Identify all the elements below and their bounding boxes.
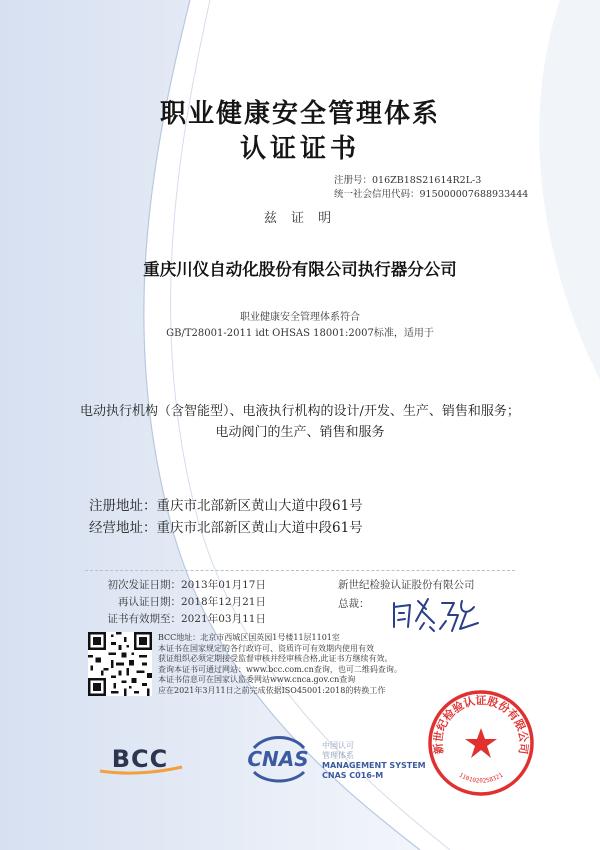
registration-number: 注册号：016ZB18S21614R2L-3 bbox=[334, 175, 482, 186]
conformity-line-2: GB/T28001-2011 idt OHSAS 18001:2007标准，适用于 bbox=[166, 328, 434, 339]
qr-code-icon bbox=[88, 632, 152, 696]
seal-text: 新世纪检验认证股份有限公司 bbox=[431, 694, 531, 755]
president-signature bbox=[388, 593, 484, 635]
cnas-logo-text: CNAS bbox=[247, 747, 309, 771]
business-address-label: 经营地址： bbox=[89, 520, 157, 536]
cnas-en-line-2: CNAS C016-M bbox=[322, 771, 384, 780]
svg-text:1101020258321 bbox=[458, 771, 505, 784]
recert-value: 2018年12月21日 bbox=[181, 596, 266, 608]
registered-address-label: 注册地址： bbox=[89, 498, 157, 514]
valid-until-value: 2021年03月11日 bbox=[181, 613, 266, 625]
note-line: 应在2021年3月11日之前完成依据ISO45001:2018的转换工作 bbox=[158, 685, 386, 695]
certificate-notes bbox=[158, 633, 402, 697]
scope-line-1: 电动执行机构（含智能型）、电液执行机构的设计/开发、生产、销售和服务； bbox=[80, 404, 520, 419]
recert-label: 再认证日期： bbox=[118, 596, 181, 608]
cnas-logo bbox=[240, 730, 316, 786]
credit-code: 统一社会信用代码：915000007688933444 bbox=[334, 189, 529, 200]
bcc-logo-text: BCC bbox=[111, 745, 169, 773]
certificate-title: 职业健康安全管理体系 bbox=[159, 99, 440, 129]
certificate-subtitle: 认证证书 bbox=[239, 134, 360, 164]
registered-address-value: 重庆市北部新区黄山大道中段61号 bbox=[156, 498, 363, 514]
business-address bbox=[89, 516, 363, 536]
company-seal bbox=[426, 688, 536, 798]
note-line: 获证组织必须定期接受监督审核并经审核合格,此证书方继续有效。 bbox=[158, 654, 393, 664]
cnas-cn-line-2: 管理体系 bbox=[322, 751, 354, 760]
business-address-value: 重庆市北部新区黄山大道中段61号 bbox=[156, 520, 363, 536]
president-label: 总裁： bbox=[338, 598, 370, 610]
cnas-cn-line-1: 中国认可 bbox=[322, 741, 354, 750]
divider bbox=[85, 570, 515, 571]
hereby-text: 兹 证 明 bbox=[263, 211, 337, 226]
recert-date bbox=[96, 594, 266, 609]
valid-until-date bbox=[96, 611, 266, 626]
company-name: 重庆川仪自动化股份有限公司执行器分公司 bbox=[143, 260, 457, 279]
valid-until-label: 证书有效期至： bbox=[107, 613, 181, 625]
first-issue-label: 初次发证日期： bbox=[107, 579, 181, 591]
note-line: 查询本证书可通过网站：www.bcc.com.cn查询，也可二维码查询。 bbox=[158, 664, 402, 674]
note-line: BCC地址：北京市西城区国英园1号楼11层1101室 bbox=[158, 633, 340, 642]
cnas-caption bbox=[322, 741, 426, 781]
conformity-line-1: 职业健康安全管理体系符合 bbox=[240, 312, 360, 323]
cnas-en-line-1: MANAGEMENT SYSTEM bbox=[322, 761, 426, 770]
registered-address bbox=[89, 494, 363, 514]
note-line: 本证书在国家规定的各行政许可、资质许可有效期内使用有效 bbox=[158, 643, 374, 653]
issuer-name: 新世纪检验认证股份有限公司 bbox=[338, 579, 475, 591]
scope-line-2: 电动阀门的生产、销售和服务 bbox=[215, 425, 385, 440]
seal-star-icon bbox=[465, 728, 497, 758]
note-line: 本证书信息可在国家认监委网站www.cnca.gov.cn查询 bbox=[158, 675, 356, 685]
seal-number: 1101020258321 bbox=[457, 771, 505, 785]
first-issue-value: 2013年01月17日 bbox=[181, 579, 266, 591]
bcc-logo bbox=[96, 743, 184, 777]
first-issue-date bbox=[96, 577, 266, 592]
